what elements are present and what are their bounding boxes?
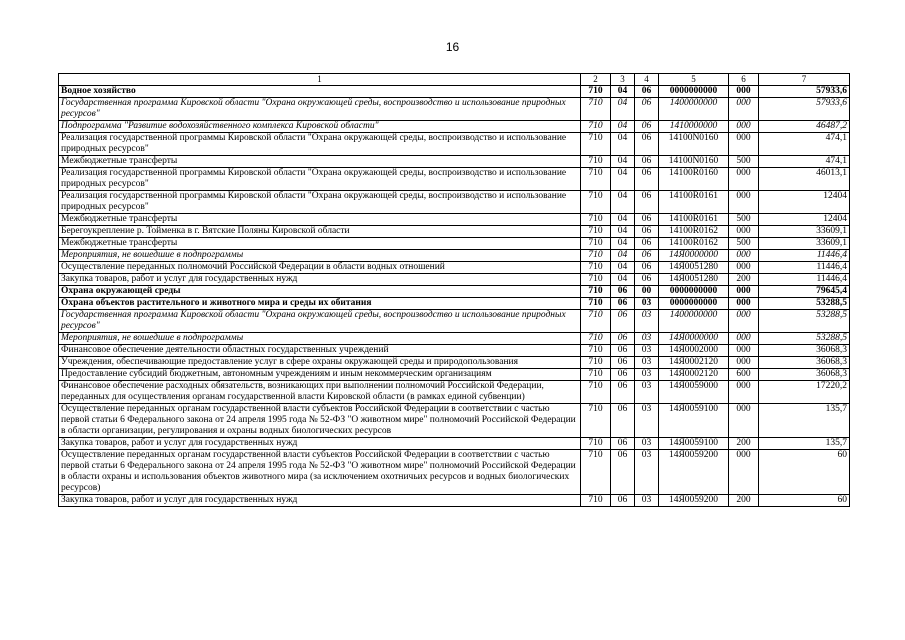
- table-row: [59, 121, 850, 133]
- amount-cell: 12404: [759, 214, 850, 226]
- amount-cell: 17220,2: [759, 381, 850, 404]
- amount-cell: 135,7: [759, 438, 850, 450]
- table-row: [59, 333, 850, 345]
- razdel-cell: 04: [611, 191, 635, 214]
- amount-cell: 53288,5: [759, 333, 850, 345]
- description-cell: Осуществление переданных органам государственной власти субъектов Российской Федерации в соответствии с частью первой статьи 6 Федерального закона от 24 апреля 1995 года № 52-ФЗ "О животном мире" полномочий Российской Федерации в области охраны и использования объектов животного мира (за исключением охотничьих ресурсов и водных биологических ресурсов): [59, 450, 581, 495]
- expense-type-cell: 000: [729, 333, 759, 345]
- razdel-cell: 06: [611, 333, 635, 345]
- amount-cell: 474,1: [759, 133, 850, 156]
- podrazdel-cell: 06: [635, 168, 659, 191]
- razdel-cell: 06: [611, 381, 635, 404]
- podrazdel-cell: 00: [635, 286, 659, 298]
- description-cell: Реализация государственной программы Кировской области "Охрана окружающей среды, воспроизводство и использование природных ресурсов": [59, 191, 581, 214]
- podrazdel-cell: 03: [635, 450, 659, 495]
- vedomstvo-cell: 710: [581, 274, 611, 286]
- table-row: [59, 381, 850, 404]
- razdel-cell: 04: [611, 226, 635, 238]
- amount-cell: 12404: [759, 191, 850, 214]
- budget-table: [58, 73, 850, 507]
- table-row: [59, 214, 850, 226]
- description-cell: Водное хозяйство: [59, 86, 581, 98]
- table-row: [59, 495, 850, 507]
- description-cell: Охрана объектов растительного и животного мира и среды их обитания: [59, 298, 581, 310]
- target-article-cell: 14Я0059100: [659, 438, 729, 450]
- amount-cell: 53288,5: [759, 298, 850, 310]
- expense-type-cell: 000: [729, 121, 759, 133]
- vedomstvo-cell: 710: [581, 404, 611, 438]
- table-header-row: [59, 74, 850, 86]
- razdel-cell: 04: [611, 250, 635, 262]
- podrazdel-cell: 03: [635, 404, 659, 438]
- vedomstvo-cell: 710: [581, 369, 611, 381]
- vedomstvo-cell: 710: [581, 298, 611, 310]
- amount-cell: 33609,1: [759, 226, 850, 238]
- razdel-cell: 06: [611, 298, 635, 310]
- razdel-cell: 06: [611, 357, 635, 369]
- amount-cell: 11446,4: [759, 262, 850, 274]
- razdel-cell: 06: [611, 404, 635, 438]
- expense-type-cell: 000: [729, 262, 759, 274]
- podrazdel-cell: 06: [635, 133, 659, 156]
- razdel-cell: 06: [611, 310, 635, 333]
- amount-cell: 57933,6: [759, 86, 850, 98]
- vedomstvo-cell: 710: [581, 357, 611, 369]
- razdel-cell: 04: [611, 86, 635, 98]
- amount-cell: 57933,6: [759, 98, 850, 121]
- vedomstvo-cell: 710: [581, 191, 611, 214]
- table-row: [59, 369, 850, 381]
- table-row: [59, 298, 850, 310]
- table-row: [59, 86, 850, 98]
- target-article-cell: 14Я0051280: [659, 262, 729, 274]
- expense-type-cell: 000: [729, 226, 759, 238]
- amount-cell: 135,7: [759, 404, 850, 438]
- razdel-cell: 04: [611, 262, 635, 274]
- vedomstvo-cell: 710: [581, 214, 611, 226]
- target-article-cell: 14Я0000000: [659, 250, 729, 262]
- vedomstvo-cell: 710: [581, 238, 611, 250]
- expense-type-cell: 500: [729, 214, 759, 226]
- vedomstvo-cell: 710: [581, 98, 611, 121]
- amount-cell: 46013,1: [759, 168, 850, 191]
- amount-cell: 11446,4: [759, 274, 850, 286]
- description-cell: Охрана окружающей среды: [59, 286, 581, 298]
- amount-cell: 53288,5: [759, 310, 850, 333]
- target-article-cell: 14Я0051280: [659, 274, 729, 286]
- table-row: [59, 168, 850, 191]
- razdel-cell: 04: [611, 156, 635, 168]
- razdel-cell: 06: [611, 345, 635, 357]
- vedomstvo-cell: 710: [581, 345, 611, 357]
- description-cell: Финансовое обеспечение деятельности областных государственных учреждений: [59, 345, 581, 357]
- table-row: [59, 310, 850, 333]
- razdel-cell: 04: [611, 238, 635, 250]
- target-article-cell: 14100R0161: [659, 214, 729, 226]
- description-cell: Мероприятия, не вошедшие в подпрограммы: [59, 333, 581, 345]
- vedomstvo-cell: 710: [581, 495, 611, 507]
- expense-type-cell: 000: [729, 298, 759, 310]
- podrazdel-cell: 03: [635, 333, 659, 345]
- expense-type-cell: 000: [729, 133, 759, 156]
- target-article-cell: 14Я0059100: [659, 404, 729, 438]
- expense-type-cell: 000: [729, 286, 759, 298]
- amount-cell: 46487,2: [759, 121, 850, 133]
- vedomstvo-cell: 710: [581, 121, 611, 133]
- expense-type-cell: 000: [729, 345, 759, 357]
- amount-cell: 474,1: [759, 156, 850, 168]
- header-cell: 6: [729, 74, 759, 86]
- description-cell: Мероприятия, не вошедшие в подпрограммы: [59, 250, 581, 262]
- description-cell: Предоставление субсидий бюджетным, автономным учреждениям и иным некоммерческим организациям: [59, 369, 581, 381]
- description-cell: Осуществление переданных органам государственной власти субъектов Российской Федерации в соответствии с частью первой статьи 6 Федерального закона от 24 апреля 1995 года № 52-ФЗ "О животном мире" полномочий Российской Федерации в области организации, регулирования и охраны водных биологических ресурсов: [59, 404, 581, 438]
- table-row: [59, 262, 850, 274]
- description-cell: Финансовое обеспечение расходных обязательств, возникающих при выполнении полномочий Российской Федерации, переданных для осуществления органам государственной власти Кировской области (в рамках единой субвенции): [59, 381, 581, 404]
- vedomstvo-cell: 710: [581, 250, 611, 262]
- razdel-cell: 06: [611, 286, 635, 298]
- header-cell: 1: [59, 74, 581, 86]
- expense-type-cell: 200: [729, 495, 759, 507]
- podrazdel-cell: 06: [635, 226, 659, 238]
- podrazdel-cell: 06: [635, 191, 659, 214]
- header-cell: 2: [581, 74, 611, 86]
- amount-cell: 36068,3: [759, 369, 850, 381]
- podrazdel-cell: 06: [635, 250, 659, 262]
- vedomstvo-cell: 710: [581, 226, 611, 238]
- amount-cell: 33609,1: [759, 238, 850, 250]
- target-article-cell: 0000000000: [659, 298, 729, 310]
- target-article-cell: 14100R0162: [659, 226, 729, 238]
- description-cell: Осуществление переданных полномочий Российской Федерации в области водных отношений: [59, 262, 581, 274]
- expense-type-cell: 000: [729, 310, 759, 333]
- header-cell: 3: [611, 74, 635, 86]
- podrazdel-cell: 06: [635, 214, 659, 226]
- amount-cell: 36068,3: [759, 345, 850, 357]
- target-article-cell: 14Я0002120: [659, 357, 729, 369]
- vedomstvo-cell: 710: [581, 86, 611, 98]
- vedomstvo-cell: 710: [581, 333, 611, 345]
- table-row: [59, 404, 850, 438]
- target-article-cell: 14100N0160: [659, 133, 729, 156]
- expense-type-cell: 000: [729, 86, 759, 98]
- table-row: [59, 345, 850, 357]
- expense-type-cell: 600: [729, 369, 759, 381]
- target-article-cell: 1400000000: [659, 310, 729, 333]
- description-cell: Реализация государственной программы Кировской области "Охрана окружающей среды, воспроизводство и использование природных ресурсов": [59, 133, 581, 156]
- target-article-cell: 14100R0161: [659, 191, 729, 214]
- razdel-cell: 04: [611, 133, 635, 156]
- target-article-cell: 1400000000: [659, 98, 729, 121]
- amount-cell: 79645,4: [759, 286, 850, 298]
- podrazdel-cell: 03: [635, 438, 659, 450]
- description-cell: Государственная программа Кировской области "Охрана окружающей среды, воспроизводство и использование природных ресурсов": [59, 98, 581, 121]
- expense-type-cell: 500: [729, 156, 759, 168]
- target-article-cell: 14Я0002000: [659, 345, 729, 357]
- table-row: [59, 191, 850, 214]
- podrazdel-cell: 06: [635, 121, 659, 133]
- target-article-cell: 0000000000: [659, 86, 729, 98]
- vedomstvo-cell: 710: [581, 286, 611, 298]
- table-row: [59, 274, 850, 286]
- description-cell: Межбюджетные трансферты: [59, 214, 581, 226]
- target-article-cell: 14Я0000000: [659, 333, 729, 345]
- razdel-cell: 04: [611, 168, 635, 191]
- podrazdel-cell: 06: [635, 262, 659, 274]
- table-row: [59, 438, 850, 450]
- podrazdel-cell: 03: [635, 310, 659, 333]
- expense-type-cell: 200: [729, 274, 759, 286]
- podrazdel-cell: 03: [635, 345, 659, 357]
- amount-cell: 60: [759, 495, 850, 507]
- razdel-cell: 06: [611, 450, 635, 495]
- expense-type-cell: 000: [729, 357, 759, 369]
- table-row: [59, 156, 850, 168]
- header-cell: 4: [635, 74, 659, 86]
- podrazdel-cell: 06: [635, 98, 659, 121]
- podrazdel-cell: 03: [635, 298, 659, 310]
- razdel-cell: 06: [611, 495, 635, 507]
- description-cell: Реализация государственной программы Кировской области "Охрана окружающей среды, воспроизводство и использование природных ресурсов": [59, 168, 581, 191]
- description-cell: Подпрограмма "Развитие водохозяйственного комплекса Кировской области": [59, 121, 581, 133]
- podrazdel-cell: 03: [635, 495, 659, 507]
- table-row: [59, 238, 850, 250]
- podrazdel-cell: 06: [635, 274, 659, 286]
- description-cell: Закупка товаров, работ и услуг для государственных нужд: [59, 438, 581, 450]
- target-article-cell: 14Я0059200: [659, 495, 729, 507]
- vedomstvo-cell: 710: [581, 168, 611, 191]
- amount-cell: 60: [759, 450, 850, 495]
- description-cell: Берегоукрепление р. Тойменка в г. Вятские Поляны Кировской области: [59, 226, 581, 238]
- expense-type-cell: 000: [729, 404, 759, 438]
- header-cell: 7: [759, 74, 850, 86]
- table-row: [59, 98, 850, 121]
- podrazdel-cell: 03: [635, 369, 659, 381]
- expense-type-cell: 000: [729, 191, 759, 214]
- expense-type-cell: 000: [729, 381, 759, 404]
- expense-type-cell: 500: [729, 238, 759, 250]
- target-article-cell: 0000000000: [659, 286, 729, 298]
- header-cell: 5: [659, 74, 729, 86]
- target-article-cell: 14100R0160: [659, 168, 729, 191]
- razdel-cell: 04: [611, 214, 635, 226]
- table-row: [59, 450, 850, 495]
- vedomstvo-cell: 710: [581, 450, 611, 495]
- podrazdel-cell: 06: [635, 156, 659, 168]
- table-row: [59, 250, 850, 262]
- vedomstvo-cell: 710: [581, 133, 611, 156]
- description-cell: Закупка товаров, работ и услуг для государственных нужд: [59, 495, 581, 507]
- podrazdel-cell: 06: [635, 86, 659, 98]
- description-cell: Закупка товаров, работ и услуг для государственных нужд: [59, 274, 581, 286]
- target-article-cell: 14100R0162: [659, 238, 729, 250]
- table-row: [59, 226, 850, 238]
- razdel-cell: 04: [611, 98, 635, 121]
- razdel-cell: 06: [611, 438, 635, 450]
- vedomstvo-cell: 710: [581, 156, 611, 168]
- target-article-cell: 1410000000: [659, 121, 729, 133]
- description-cell: Межбюджетные трансферты: [59, 156, 581, 168]
- podrazdel-cell: 06: [635, 238, 659, 250]
- vedomstvo-cell: 710: [581, 381, 611, 404]
- expense-type-cell: 000: [729, 250, 759, 262]
- amount-cell: 36068,3: [759, 357, 850, 369]
- table-row: [59, 286, 850, 298]
- expense-type-cell: 000: [729, 98, 759, 121]
- target-article-cell: 14Я0002120: [659, 369, 729, 381]
- target-article-cell: 14Я0059200: [659, 450, 729, 495]
- podrazdel-cell: 03: [635, 357, 659, 369]
- target-article-cell: 14Я0059000: [659, 381, 729, 404]
- expense-type-cell: 200: [729, 438, 759, 450]
- description-cell: Государственная программа Кировской области "Охрана окружающей среды, воспроизводство и использование природных ресурсов": [59, 310, 581, 333]
- page-number: 16: [445, 40, 460, 54]
- razdel-cell: 04: [611, 274, 635, 286]
- description-cell: Межбюджетные трансферты: [59, 238, 581, 250]
- description-cell: Учреждения, обеспечивающие предоставление услуг в сфере охраны окружающей среды и природопользования: [59, 357, 581, 369]
- amount-cell: 11446,4: [759, 250, 850, 262]
- target-article-cell: 14100N0160: [659, 156, 729, 168]
- razdel-cell: 04: [611, 121, 635, 133]
- table-row: [59, 133, 850, 156]
- podrazdel-cell: 03: [635, 381, 659, 404]
- razdel-cell: 06: [611, 369, 635, 381]
- vedomstvo-cell: 710: [581, 262, 611, 274]
- vedomstvo-cell: 710: [581, 438, 611, 450]
- expense-type-cell: 000: [729, 450, 759, 495]
- vedomstvo-cell: 710: [581, 310, 611, 333]
- table-row: [59, 357, 850, 369]
- expense-type-cell: 000: [729, 168, 759, 191]
